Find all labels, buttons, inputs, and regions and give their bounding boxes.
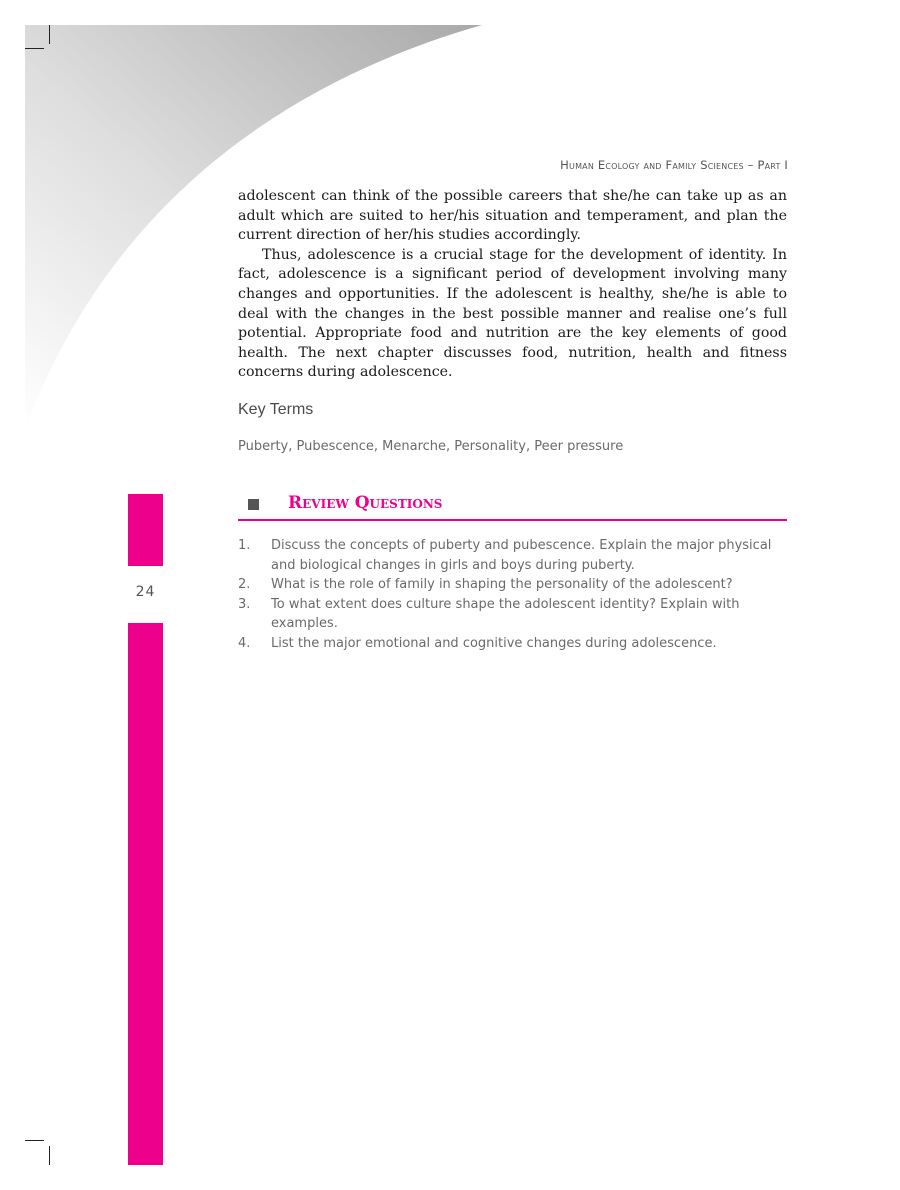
- question-number: 2.: [238, 577, 251, 592]
- review-questions-list: [238, 536, 787, 653]
- question-text: Discuss the concepts of puberty and pubescence. Explain the major physical and biological changes in girls and boys during puberty.: [271, 538, 772, 573]
- question-number: 4.: [238, 635, 251, 651]
- running-head-text: Human Ecology and Family Sciences – Part I: [560, 158, 788, 172]
- question-text: What is the role of family in shaping the personality of the adolescent?: [271, 577, 733, 592]
- review-questions-title: Review Questions: [288, 493, 443, 513]
- running-head: [560, 158, 788, 172]
- crop-mark-bottom-left-v: [49, 1146, 50, 1165]
- question-item: [238, 575, 787, 595]
- crop-mark-top-left-v: [49, 25, 50, 44]
- question-item: [238, 634, 787, 654]
- key-terms-list: Puberty, Pubescence, Menarche, Personality, Peer pressure: [238, 439, 624, 454]
- review-questions-rule: [238, 519, 787, 521]
- question-text: To what extent does culture shape the adolescent identity? Explain with examples.: [271, 596, 740, 631]
- side-accent-bar-top: [128, 494, 163, 566]
- question-item: [238, 595, 787, 634]
- side-accent-bar-bottom: [128, 623, 163, 1165]
- page-number: 24: [135, 584, 156, 600]
- key-terms-heading: Key Terms: [238, 401, 314, 418]
- question-text: List the major emotional and cognitive changes during adolescence.: [271, 635, 717, 651]
- square-bullet-icon: [248, 499, 259, 510]
- question-number: 3.: [238, 596, 251, 612]
- body-paragraph-1: adolescent can think of the possible careers that she/he can take up as an adult which are suited to her/his situation and temperament, and plan the current direction of her/his studies accordingly.: [238, 188, 787, 244]
- body-paragraph-2: Thus, adolescence is a crucial stage for the development of identity. In fact, adolescence is a significant period of development involving many changes and opportunities. If the adolescent is healthy, she/he is able to deal with the changes in the best possible manner and realise one’s full potential. Appropriate food and nutrition are the key elements of good health. The next chapter discusses food, nutrition, health and fitness concerns during adolescence.: [238, 246, 787, 381]
- question-number: 1.: [238, 538, 251, 553]
- crop-mark-top-left-h: [25, 48, 44, 49]
- question-item: [238, 536, 787, 575]
- body-text: [238, 187, 787, 383]
- crop-mark-bottom-left-h: [25, 1140, 44, 1141]
